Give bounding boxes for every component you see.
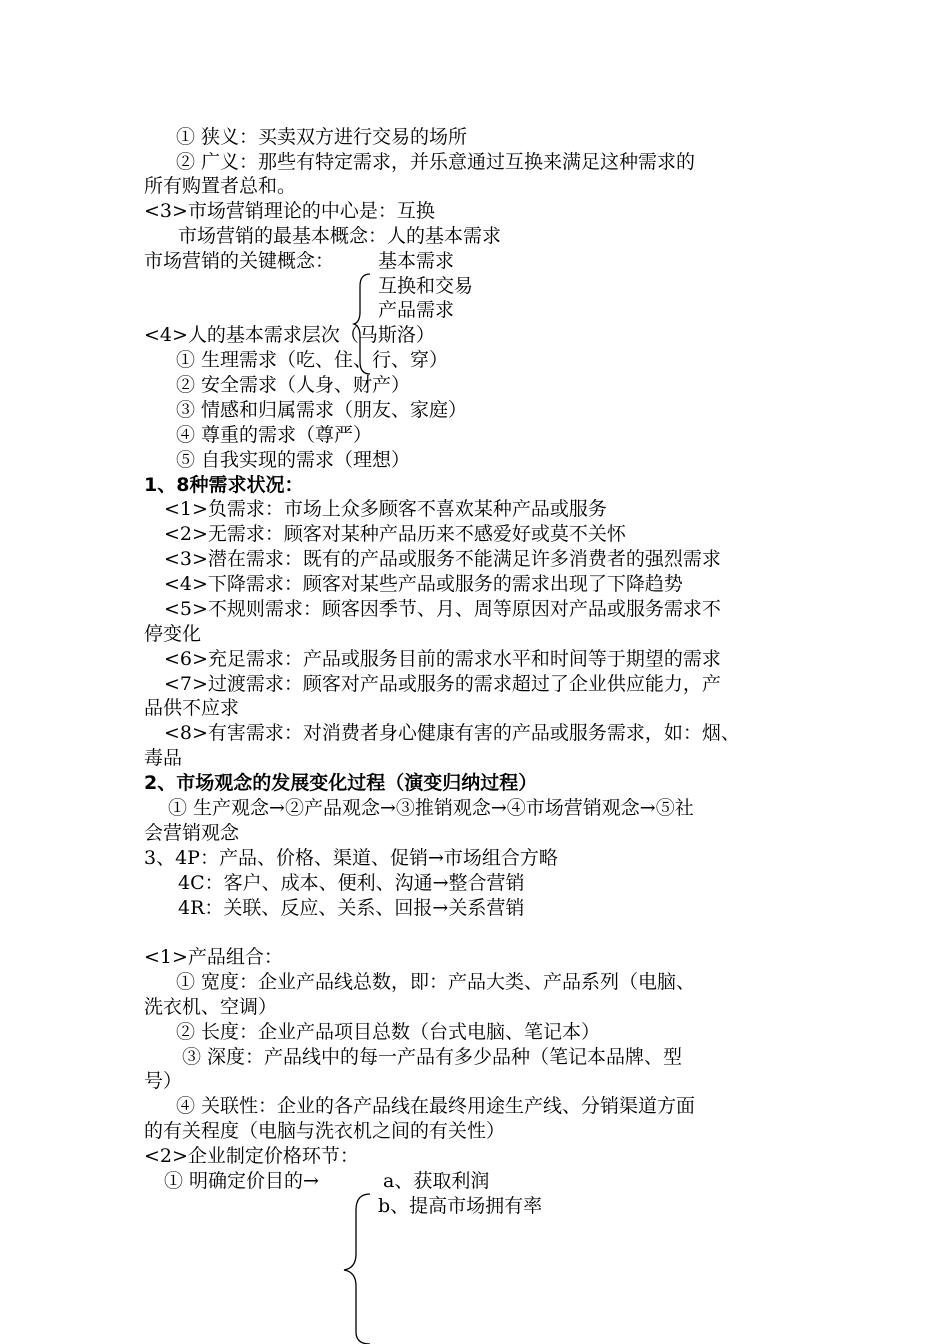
maslow-title: <4>人的基本需求层次（马斯洛） xyxy=(144,324,435,346)
portfolio-title: <1>产品组合： xyxy=(144,946,283,968)
marketing-basic-concept: 市场营销的最基本概念：人的基本需求 xyxy=(178,225,502,247)
portfolio-relevance-line-2: 的有关程度（电脑与洗衣机之间的有关性） xyxy=(144,1120,506,1142)
concept-heading: 2、市场观念的发展变化过程（演变归纳过程） xyxy=(144,772,538,794)
demand-line: 毒品 xyxy=(144,747,183,769)
key-concept-item: 基本需求 xyxy=(378,250,455,272)
pricing-goal-a: a、获取利润 xyxy=(383,1170,490,1192)
mix-4r: 4R：关联、反应、关系、回报→关系营销 xyxy=(178,897,525,919)
maslow-item: ④ 尊重的需求（尊严） xyxy=(176,424,373,446)
demand-line: <4>下降需求：顾客对某些产品或服务的需求出现了下降趋势 xyxy=(164,573,683,595)
portfolio-depth-line-2: 号） xyxy=(144,1070,183,1092)
pricing-goal-label: ① 明确定价目的→ xyxy=(164,1170,319,1192)
demand-line: 停变化 xyxy=(144,623,202,645)
demand-line: 品供不应求 xyxy=(144,697,240,719)
key-concept-item: 产品需求 xyxy=(378,299,455,321)
market-broad-line-2: 所有购置者总和。 xyxy=(144,175,297,197)
mix-4c: 4C：客户、成本、便利、沟通→整合营销 xyxy=(178,872,525,894)
pricing-goals-brace xyxy=(340,1192,374,1344)
demand-line: <8>有害需求：对消费者身心健康有害的产品或服务需求，如：烟、 xyxy=(164,722,740,744)
concept-line-1: ① 生产观念→②产品观念→③推销观念→④市场营销观念→⑤社 xyxy=(168,797,694,819)
key-concept-item: 互换和交易 xyxy=(378,275,474,297)
key-concepts-label: 市场营销的关键概念： xyxy=(144,250,335,272)
pricing-title: <2>企业制定价格环节： xyxy=(144,1145,359,1167)
market-broad-line-1: ② 广义：那些有特定需求，并乐意通过互换来满足这种需求的 xyxy=(176,151,696,173)
demand-line: <2>无需求：顾客对某种产品历来不感爱好或莫不关怀 xyxy=(164,523,626,545)
demand-line: <6>充足需求：产品或服务目前的需求水平和时间等于期望的需求 xyxy=(164,648,721,670)
demand-heading: 1、8种需求状况： xyxy=(144,474,304,496)
maslow-item: ② 安全需求（人身、财产） xyxy=(176,374,411,396)
portfolio-depth-line-1: ③ 深度：产品线中的每一产品有多少品种（笔记本品牌、型 xyxy=(182,1046,683,1068)
portfolio-length: ② 长度：企业产品项目总数（台式电脑、笔记本） xyxy=(176,1021,601,1043)
portfolio-width-line-1: ① 宽度：企业产品线总数，即：产品大类、产品系列（电脑、 xyxy=(176,971,696,993)
pricing-goal-b: b、提高市场拥有率 xyxy=(378,1195,543,1217)
portfolio-relevance-line-1: ④ 关联性：企业的各产品线在最终用途生产线、分销渠道方面 xyxy=(176,1095,696,1117)
demand-line: <5>不规则需求：顾客因季节、月、周等原因对产品或服务需求不 xyxy=(164,598,721,620)
marketing-center: <3>市场营销理论的中心是：互换 xyxy=(144,200,435,222)
demand-line: <1>负需求：市场上众多顾客不喜欢某种产品或服务 xyxy=(164,498,607,520)
demand-line: <3>潜在需求：既有的产品或服务不能满足许多消费者的强烈需求 xyxy=(164,548,721,570)
maslow-item: ⑤ 自我实现的需求（理想） xyxy=(176,449,411,471)
maslow-item: ① 生理需求（吃、住、行、穿） xyxy=(176,349,449,371)
market-narrow: ① 狭义：买卖双方进行交易的场所 xyxy=(176,126,468,148)
demand-line: <7>过渡需求：顾客对产品或服务的需求超过了企业供应能力，产 xyxy=(164,673,721,695)
maslow-item: ③ 情感和归属需求（朋友、家庭） xyxy=(176,399,468,421)
portfolio-width-line-2: 洗衣机、空调） xyxy=(144,996,278,1018)
concept-line-2: 会营销观念 xyxy=(144,822,240,844)
mix-4p: 3、4P：产品、价格、渠道、促销→市场组合方略 xyxy=(144,847,558,869)
